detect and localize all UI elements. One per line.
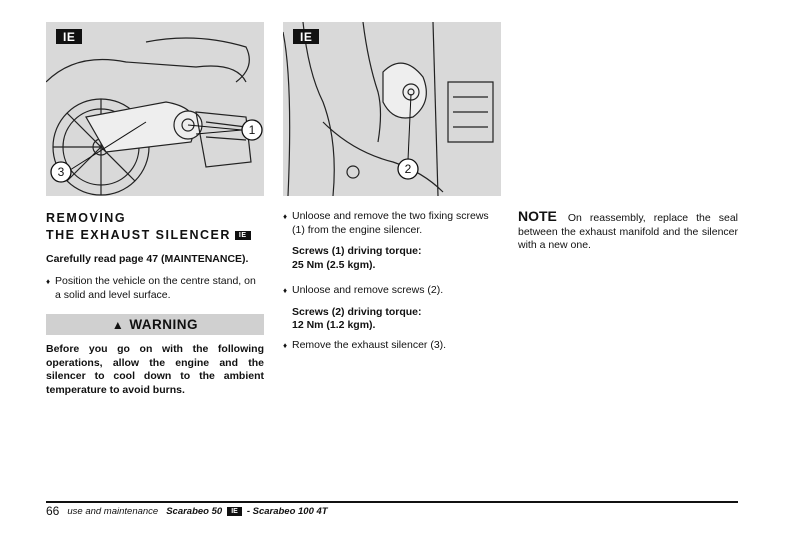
heading-line-1: REMOVING [46,211,127,225]
bullet-diamond-icon: ♦ [283,212,288,221]
bullet-text: Unloose and remove screws (2). [292,284,444,296]
page-footer [46,504,328,518]
column-removing-silencer [46,210,264,397]
warning-title: WARNING [129,317,199,332]
svg-text:2: 2 [404,162,412,176]
torque-value: 25 Nm (2.5 kgm). [292,258,376,271]
footer-divider [46,501,738,503]
bullet-text: Remove the exhaust silencer (3). [292,338,447,351]
bullet-diamond-icon: ♦ [46,277,51,286]
torque-label: Screws (1) driving torque: [292,245,422,257]
bullet-item [283,210,503,237]
bullet-item [283,284,503,298]
bullet-text: Unloose and remove the two fixing screws (1) from the engine silencer. [292,210,489,236]
column-note [518,210,738,253]
footer-model-a: Scarabeo 50 [166,505,223,517]
heading-line-2 [46,227,264,244]
read-maintenance-note: Carefully read page 47 (MAINTENANCE). [46,253,249,265]
warning-text: Before you go on with the following operations, allow the engine and the silencer to cool down to the ambient temperature to avoid burns. [46,343,264,396]
bullet-item [46,275,264,302]
column-procedure [283,210,503,352]
exhaust-side-illustration [46,22,264,196]
section-heading [46,210,264,244]
torque-label: Screws (2) driving torque: [292,305,422,318]
warning-banner [46,314,264,335]
heading-line-2-text: THE EXHAUST SILENCER [46,228,231,242]
torque-spec-1 [283,245,503,272]
figure-screw-closeup [283,22,501,196]
model-tag: IE [293,29,319,44]
bullet-text: Position the vehicle on the centre stand, on a solid and level surface. [55,275,256,301]
note-text: On reassembly, replace the seal between the exhaust manifold and the silencer with a new one. [518,212,738,251]
figure-exhaust-side-view [46,22,264,196]
svg-text:3: 3 [57,165,65,179]
note-label: NOTE [518,208,557,224]
ie-badge: IE [227,507,242,516]
bullet-diamond-icon: ♦ [283,286,288,295]
model-tag: IE [56,29,82,44]
torque-spec-2 [283,306,503,333]
svg-text:1: 1 [248,123,256,137]
reassembly-note [518,210,738,253]
warning-triangle-icon: ▲ [111,317,125,332]
page-number: 66 [46,504,60,518]
ie-badge: IE [235,231,251,240]
footer-section: use and maintenance [67,505,159,517]
torque-value: 12 Nm (1.2 kgm). [292,319,376,331]
bullet-diamond-icon: ♦ [283,340,288,350]
screw-closeup-illustration [283,22,501,196]
footer-model-b: - Scarabeo 100 4T [246,505,328,517]
bullet-item [283,339,503,353]
